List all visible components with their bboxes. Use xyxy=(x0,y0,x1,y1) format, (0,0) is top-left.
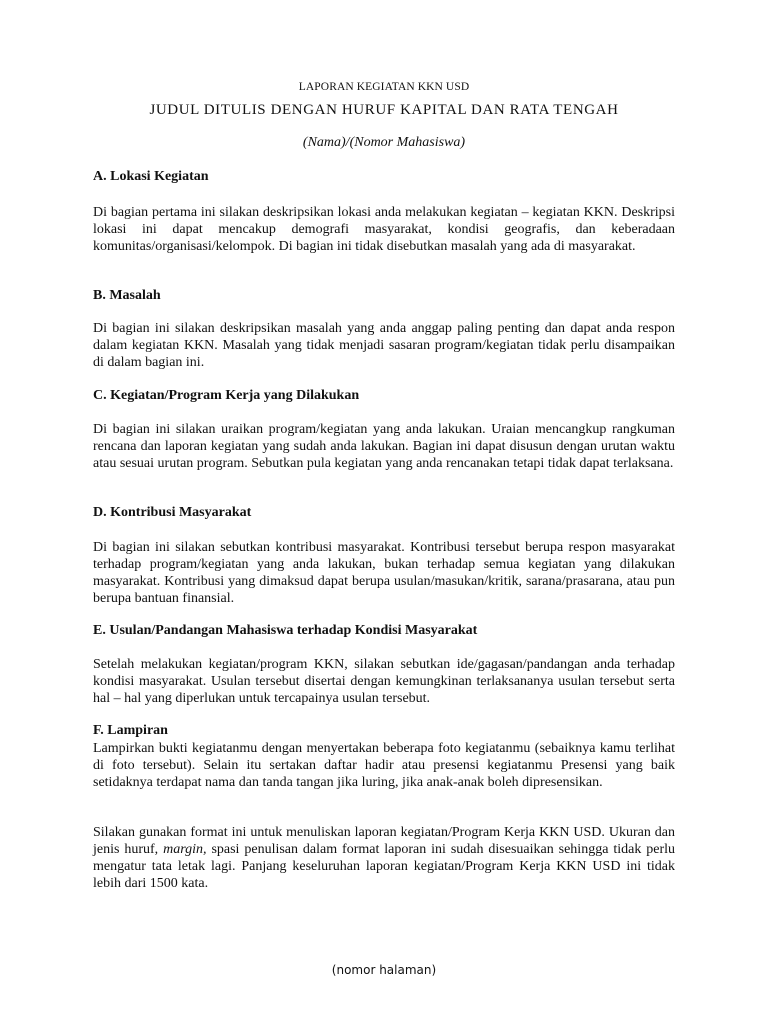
closing-note xyxy=(93,824,675,892)
section-body-usulan: Setelah melakukan kegiatan/program KKN, silakan sebutkan ide/gagasan/pandangan anda terhadap kondisi masyarakat. Usulan tersebut disertai dengan kemungkinan terlaksananya usulan tersebut serta hal – hal yang diperlukan untuk tercapainya usulan tersebut. xyxy=(93,657,675,706)
section-body-kegiatan: Di bagian ini silakan uraikan program/kegiatan yang anda lakukan. Uraian mencangkup rangkuman rencana dan laporan kegiatan yang sudah anda lakukan. Bagian ini dapat disusun dengan urutan waktu atau sesuai urutan program. Sebutkan pula kegiatan yang anda rencanakan tetapi tidak dapat terlaksana. xyxy=(93,422,675,471)
author-line: (Nama)/(Nomor Mahasiswa) xyxy=(302,135,466,150)
section-heading-lampiran: F. Lampiran xyxy=(93,723,168,738)
section-body-kontribusi: Di bagian ini silakan sebutkan kontribusi masyarakat. Kontribusi tersebut berupa respon masyarakat terhadap program/kegiatan yang anda lakukan, bukan terhadap semua kegiatan yang dilakukan masyarakat. Kontribusi yang dimaksud dapat berupa usulan/masukan/kritik, sarana/prasarana, atau pun berupa bantuan finansial. xyxy=(93,540,675,606)
document-title: JUDUL DITULIS DENGAN HURUF KAPITAL DAN RATA TENGAH xyxy=(149,102,619,118)
report-kicker: LAPORAN KEGIATAN KKN USD xyxy=(298,81,470,93)
closing-note-start: Silakan gunakan format ini untuk menuliskan laporan kegiatan/Program Kerja KKN USD. Ukuran dan jenis huruf, xyxy=(93,825,675,857)
section-body-masalah: Di bagian ini silakan deskripsikan masalah yang anda anggap paling penting dan dapat anda respon dalam kegiatan KKN. Masalah yang tidak menjadi sasaran program/kegiatan tidak perlu disampaikan di dalam bagian ini. xyxy=(93,321,675,370)
page-number: (nomor halaman) xyxy=(331,963,437,977)
section-body-lampiran: Lampirkan bukti kegiatanmu dengan menyertakan beberapa foto kegiatanmu (sebaiknya kamu terlihat di foto tersebut). Selain itu sertakan daftar hadir atau presensi kegiatanmu Presensi yang baik setidaknya terdapat nama dan tanda tangan jika luring, jika anak-anak boleh dipresensikan. xyxy=(93,741,675,790)
section-heading-masalah: B. Masalah xyxy=(93,288,161,303)
closing-note-end: spasi penulisan dalam format laporan ini sudah disesuaikan sehingga tidak perlu mengatur tata letak lagi. Panjang keseluruhan laporan kegiatan/Program Kerja KKN USD ini tidak lebih dari 1500 kata. xyxy=(93,842,675,891)
section-heading-usulan: E. Usulan/Pandangan Mahasiswa terhadap Kondisi Masyarakat xyxy=(93,623,478,638)
closing-note-italic: margin, xyxy=(163,842,207,857)
section-heading-kegiatan: C. Kegiatan/Program Kerja yang Dilakukan xyxy=(93,388,360,403)
section-heading-kontribusi: D. Kontribusi Masyarakat xyxy=(93,505,252,520)
section-body-lokasi: Di bagian pertama ini silakan deskripsikan lokasi anda melakukan kegiatan – kegiatan KKN. Deskripsi lokasi ini dapat mencakup demografi masyarakat, kondisi geografis, dan keberadaan komunitas/organisasi/kelompok. Di bagian ini tidak disebutkan masalah yang ada di masyarakat. xyxy=(93,205,675,254)
section-heading-lokasi: A. Lokasi Kegiatan xyxy=(93,169,209,184)
